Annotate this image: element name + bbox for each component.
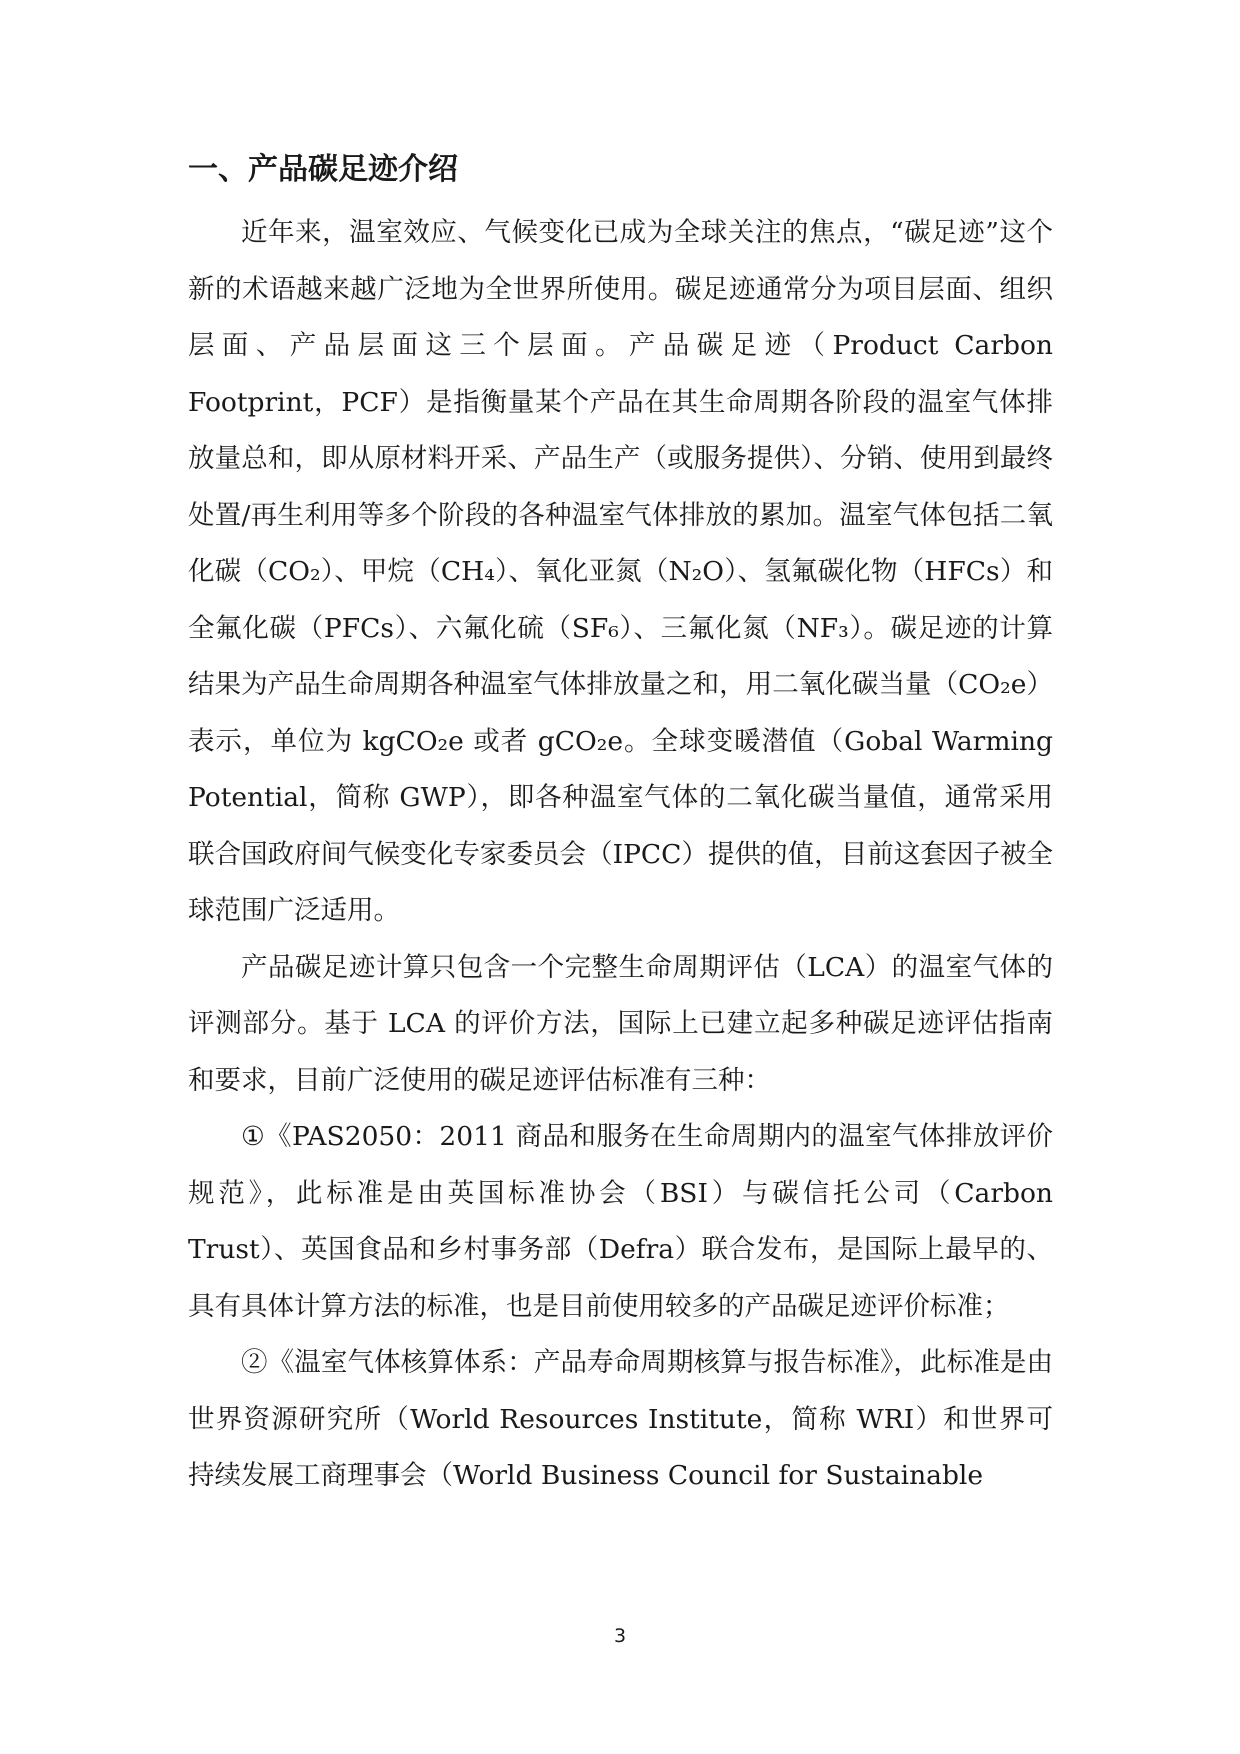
paragraph-carbon-footprint-intro: 近年来，温室效应、气候变化已成为全球关注的焦点，“碳足迹”这个新的术语越来越广泛地为全世界所使用。碳足迹通常分为项目层面、组织层面、产品层面这三个层面。产品碳足迹（Product Carbon Footprint，PCF）是指衡量某个产品在其生命周期各阶段的温室气体排放量总和，即从原材料开采、产品生产（或服务提供）、分销、使用到最终处置/再生利用等多个阶段的各种温室气体排放的累加。温室气体包括二氧化碳（CO₂）、甲烷（CH₄）、氧化亚氮（N₂O）、氢氟碳化物（HFCs）和全氟化碳（PFCs）、六氟化硫（SF₆）、三氟化氮（NF₃）。碳足迹的计算结果为产品生命周期各种温室气体排放量之和，用二氧化碳当量（CO₂e）表示，单位为 kgCO₂e 或者 gCO₂e。全球变暖潜值（Gobal Warming Potential，简称 GWP），即各种温室气体的二氧化碳当量值，通常采用联合国政府间气候变化专家委员会（IPCC）提供的值，目前这套因子被全球范围广泛适用。 — [188, 217, 1053, 926]
paragraph-ghg-protocol: ②《温室气体核算体系：产品寿命周期核算与报告标准》，此标准是由世界资源研究所（World Resources Institute，简称 WRI）和世界可持续发展工商理事会（World Business Council for Sustainable — [188, 1347, 1053, 1491]
paragraph-lca-standards: 产品碳足迹计算只包含一个完整生命周期评估（LCA）的温室气体的评测部分。基于 LCA 的评价方法，国际上已建立起多种碳足迹评估指南和要求，目前广泛使用的碳足迹评估标准有三种： — [188, 951, 1053, 1096]
body-text — [188, 205, 1053, 1505]
section-heading: 一、产品碳足迹介绍 — [188, 152, 458, 187]
paragraph-pas2050: ①《PAS2050：2011 商品和服务在生命周期内的温室气体排放评价规范》，此标准是由英国标准协会（BSI）与碳信托公司（Carbon Trust）、英国食品和乡村事务部（Defra）联合发布，是国际上最早的、具有具体计算方法的标准，也是目前使用较多的产品碳足迹评价标准； — [188, 1121, 1053, 1322]
page-number: 3 — [613, 1625, 627, 1647]
